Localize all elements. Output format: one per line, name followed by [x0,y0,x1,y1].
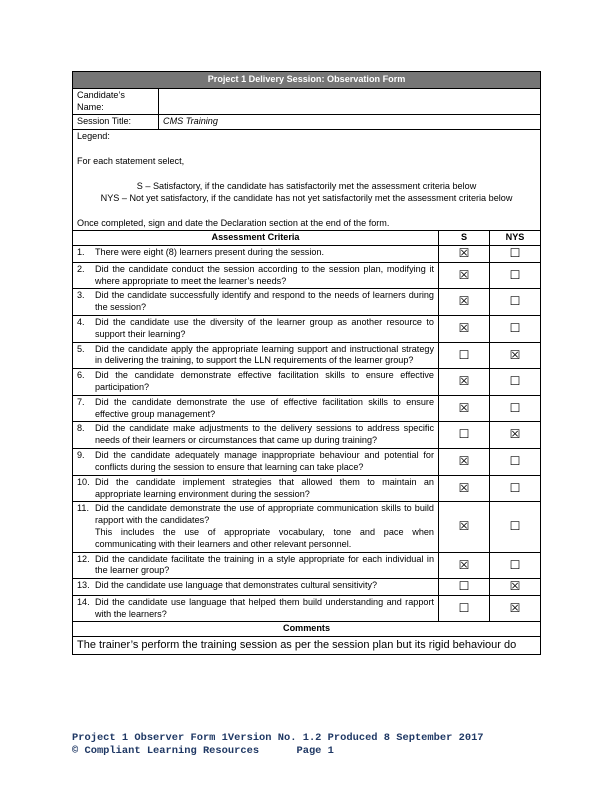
criterion-number: 7. [77,396,85,407]
criterion-number: 11. [77,503,89,514]
s-checkbox[interactable]: ☒ [439,449,490,476]
s-header: S [439,231,490,246]
criterion-text: Did the candidate use language that demonstrates cultural sensitivity? [95,580,378,591]
nys-checkbox[interactable]: ☐ [490,449,541,476]
criterion-number: 4. [77,316,85,327]
nys-checkbox[interactable]: ☒ [490,342,541,369]
criterion-cell [73,475,439,502]
s-checkbox[interactable]: ☒ [439,395,490,422]
comments-field[interactable]: The trainer’s perform the training session as per the session plan but its rigid behaviour do [73,637,541,654]
candidate-name-label: Candidate’s Name: [73,88,159,115]
criteria-row [73,289,541,316]
criteria-row [73,262,541,289]
s-checkbox[interactable]: ☒ [439,262,490,289]
criterion-number: 2. [77,263,85,274]
criterion-text: Did the candidate successfully identify and respond to the needs of learners during the session? [95,290,434,313]
criterion-number: 3. [77,290,85,301]
s-checkbox[interactable]: ☐ [439,342,490,369]
s-checkbox[interactable]: ☒ [439,502,490,552]
criterion-cell [73,395,439,422]
criterion-cell [73,342,439,369]
criterion-text: Did the candidate adequately manage inappropriate behaviour and potential for conflicts during the session to ensure that learning can take place? [95,450,434,472]
criteria-row [73,246,541,263]
candidate-name-field[interactable] [159,88,541,115]
criteria-list [73,246,541,622]
s-checkbox[interactable]: ☐ [439,579,490,596]
legend-block [73,130,541,231]
criterion-cell [73,289,439,316]
criterion-number: 9. [77,450,85,461]
nys-checkbox[interactable]: ☒ [490,422,541,449]
nys-checkbox[interactable]: ☐ [490,502,541,552]
criterion-number: 10. [77,476,90,487]
criterion-number: 5. [77,343,85,354]
footer-line-2: © Compliant Learning Resources Page 1 [72,745,334,757]
nys-checkbox[interactable]: ☐ [490,475,541,502]
comments-header: Comments [73,622,541,637]
criterion-text-note: This includes the use of appropriate vocabulary, tone and pace when communicating with their learners and other relevant personnel. [95,526,434,549]
nys-checkbox[interactable]: ☐ [490,246,541,263]
criterion-cell [73,262,439,289]
s-checkbox[interactable]: ☒ [439,369,490,396]
criteria-row [73,369,541,396]
criteria-row [73,475,541,502]
criteria-row [73,342,541,369]
criterion-cell [73,315,439,342]
s-checkbox[interactable]: ☐ [439,422,490,449]
criterion-text: Did the candidate demonstrate effective facilitation skills to ensure effective participation? [95,370,434,393]
criteria-row [73,422,541,449]
criterion-text: Did the candidate apply the appropriate learning support and instructional strategy in delivering the training, to support the LLN requirements of the learner group? [95,343,434,366]
criteria-row [73,315,541,342]
legend-nys-line: NYS – Not yet satisfactory, if the candidate has not yet satisfactorily met the assessment criteria below [100,192,513,203]
criteria-header: Assessment Criteria [73,231,439,246]
criterion-number: 13. [77,580,90,591]
s-checkbox[interactable]: ☒ [439,552,490,579]
criterion-cell [73,449,439,476]
criteria-row [73,449,541,476]
criterion-cell [73,422,439,449]
nys-checkbox[interactable]: ☐ [490,289,541,316]
criterion-text: Did the candidate make adjustments to the delivery sessions to address specific needs of their learners or circumstances that came up during training? [95,423,434,446]
criterion-text: There were eight (8) learners present during the session. [95,247,324,258]
s-checkbox[interactable]: ☒ [439,475,490,502]
criterion-text: Did the candidate facilitate the training in a style appropriate for each individual in the learner group? [95,553,434,576]
legend-heading: Legend: [77,131,110,142]
criterion-number: 6. [77,370,85,381]
criterion-text: Did the candidate use language that helped them build understanding and rapport with the learners? [95,596,434,619]
s-checkbox[interactable]: ☒ [439,246,490,263]
criterion-text: Did the candidate demonstrate the use of appropriate communication skills to build rapport with the candidates? [95,503,434,526]
form-title: Project 1 Delivery Session: Observation Form [73,72,541,89]
criterion-number: 12. [77,553,90,564]
nys-checkbox[interactable]: ☐ [490,262,541,289]
s-checkbox[interactable]: ☒ [439,315,490,342]
session-title-label: Session Title: [73,115,159,130]
criterion-text: Did the candidate demonstrate the use of effective facilitation skills to ensure effective group management? [95,396,434,419]
criterion-text: Did the candidate use the diversity of the learner group as another resource to support their learning? [95,316,434,339]
s-checkbox[interactable]: ☒ [439,289,490,316]
criterion-text: Did the candidate implement strategies that allowed them to maintain an appropriate learning environment during the session? [95,476,434,499]
nys-checkbox[interactable]: ☐ [490,552,541,579]
criteria-row [73,595,541,622]
criteria-row [73,395,541,422]
criterion-text: Did the candidate conduct the session according to the session plan, modifying it where appropriate to meet the learner’s needs? [95,263,434,286]
nys-checkbox[interactable]: ☐ [490,369,541,396]
session-title-field[interactable]: CMS Training [159,115,541,130]
criterion-cell [73,579,439,596]
criteria-row [73,579,541,596]
criterion-cell [73,595,439,622]
criteria-row [73,552,541,579]
criterion-cell [73,552,439,579]
criterion-cell [73,246,439,263]
nys-header: NYS [490,231,541,246]
nys-checkbox[interactable]: ☒ [490,579,541,596]
nys-checkbox[interactable]: ☐ [490,395,541,422]
legend-intro: For each statement select, [77,156,185,167]
legend-s-line: S – Satisfactory, if the candidate has satisfactorily met the assessment criteria below [136,180,477,191]
nys-checkbox[interactable]: ☐ [490,315,541,342]
s-checkbox[interactable]: ☐ [439,595,490,622]
criteria-row [73,502,541,552]
criterion-number: 1. [77,247,85,258]
criterion-number: 8. [77,423,85,434]
observation-form-table [72,71,541,655]
criterion-number: 14. [77,596,90,607]
criterion-cell [73,369,439,396]
footer-line-1: Project 1 Observer Form 1Version No. 1.2 Produced 8 September 2017 [72,732,484,744]
legend-closing: Once completed, sign and date the Declaration section at the end of the form. [77,217,390,228]
nys-checkbox[interactable]: ☒ [490,595,541,622]
criterion-cell [73,502,439,552]
page-footer [72,732,484,758]
